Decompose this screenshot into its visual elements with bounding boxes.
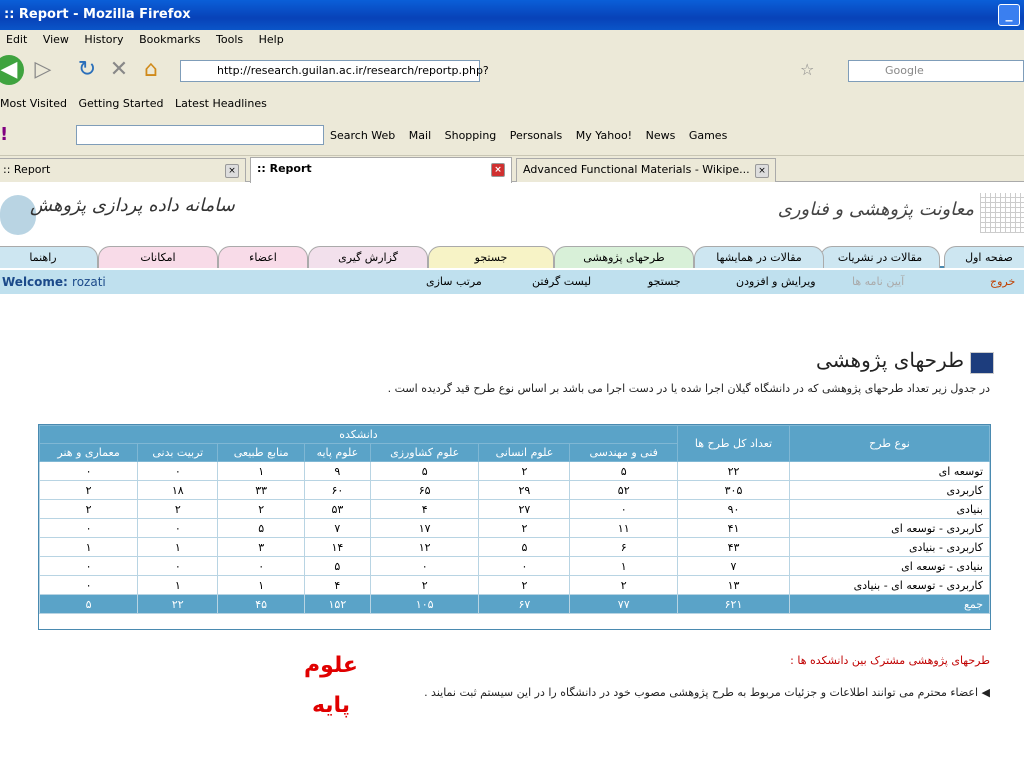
total-cell: ۱۰۵ [370, 595, 479, 614]
table-cell: ۱ [138, 538, 218, 557]
projects-table [38, 424, 991, 630]
table-cell: ۲ [479, 462, 570, 481]
menu-bar [0, 30, 1024, 50]
logo-right-icon [980, 193, 1024, 233]
nav-reports[interactable]: گزارش گیری [308, 246, 428, 268]
table-cell: ۳ [218, 538, 304, 557]
table-cell: ۴۳ [678, 538, 790, 557]
table-cell: ۰ [218, 557, 304, 576]
yahoo-logo-icon[interactable]: ! [0, 124, 9, 145]
intro-text: در جدول زیر تعداد طرحهای پژوهشی که در دانشگاه گیلان اجرا شده یا در دست اجرا می باشد بر اساس نوع طرح قید گردیده است . [387, 382, 990, 395]
edit-add-link[interactable]: ویرایش و افزودن [736, 275, 816, 288]
nav-help[interactable]: راهنما [0, 246, 98, 268]
table-cell: ۰ [138, 519, 218, 538]
nav-facilities[interactable]: امکانات [98, 246, 218, 268]
table-cell: ۰ [370, 557, 479, 576]
table-cell: ۶ [570, 538, 678, 557]
nav-home[interactable]: صفحه اول [944, 246, 1024, 268]
table-cell: ۴ [370, 500, 479, 519]
table-cell: ۲ [479, 576, 570, 595]
row-label: کاربردی - بنیادی [790, 538, 990, 557]
nav-search[interactable]: جستجو [428, 246, 554, 268]
sort-link[interactable]: مرتب سازی [426, 275, 482, 288]
table-cell: ۵ [304, 557, 370, 576]
table-cell: ۲ [40, 500, 138, 519]
header-total: تعداد کل طرح ها [678, 426, 790, 462]
menu-tools[interactable]: Tools [216, 33, 244, 46]
bookmark-most-visited[interactable]: Most Visited [0, 97, 67, 110]
yahoo-mail[interactable]: Mail [408, 129, 432, 142]
welcome-bar [0, 270, 1024, 294]
table-cell: ۱ [40, 538, 138, 557]
navigation-toolbar [0, 50, 1024, 92]
stop-button[interactable]: ✕ [109, 57, 129, 82]
table-cell: ۱۱ [570, 519, 678, 538]
note-text-content: اعضاء محترم می توانند اطلاعات و جزئیات مربوط به طرح پژوهشی مصوب خود در دانشگاه را در این سیستم ثبت نمایند . [424, 686, 979, 699]
forward-button[interactable]: ▷ [34, 57, 52, 82]
table-cell: ۵ [370, 462, 479, 481]
table-cell: ۵ [218, 519, 304, 538]
window-title: :: Report - Mozilla Firefox [4, 7, 191, 22]
nav-journal-articles[interactable]: مقالات در نشریات [820, 246, 940, 268]
row-label: کاربردی - توسعه ای [790, 519, 990, 538]
table-cell: ۱۸ [138, 481, 218, 500]
table-cell: ۴۱ [678, 519, 790, 538]
header-physical-education: تربیت بدنی [138, 444, 218, 462]
table-cell: ۰ [479, 557, 570, 576]
menu-view[interactable]: View [42, 33, 69, 46]
note-text: ◀ اعضاء محترم می توانند اطلاعات و جزئیات مربوط به طرح پژوهشی مصوب خود در دانشگاه را در این سیستم ثبت نمایند . [424, 686, 990, 699]
table-cell: ۰ [138, 462, 218, 481]
table-cell: ۹۰ [678, 500, 790, 519]
regulations-link[interactable]: آیین نامه ها [852, 275, 905, 288]
table-cell: ۱۲ [370, 538, 479, 557]
window-title-bar [0, 0, 1024, 30]
annotation-bottom: علوم پایه [304, 653, 358, 718]
total-cell: ۴۵ [218, 595, 304, 614]
row-label: بنیادی - توسعه ای [790, 557, 990, 576]
table-cell: ۲ [370, 576, 479, 595]
table-cell: ۰ [40, 576, 138, 595]
table-row [40, 481, 990, 500]
banner-right-title: معاونت پژوهشی و فناوری [777, 199, 974, 220]
logout-link[interactable]: خروج [990, 275, 1016, 288]
banner-left-title: سامانه داده پردازی پژوهش [30, 195, 235, 216]
total-row [40, 595, 990, 614]
table-cell: ۲ [40, 481, 138, 500]
home-button[interactable]: ⌂ [144, 57, 158, 82]
yahoo-search-web[interactable]: Search Web [330, 129, 396, 142]
header-architecture-art: معماری و هنر [40, 444, 138, 462]
table-cell: ۰ [40, 557, 138, 576]
table-cell: ۰ [138, 557, 218, 576]
menu-edit[interactable]: Edit [6, 33, 28, 46]
back-button[interactable]: ◀ [0, 55, 24, 85]
nav-research-projects[interactable]: طرحهای پژوهشی [554, 246, 694, 268]
table-cell: ۵۳ [304, 500, 370, 519]
row-label: کاربردی - توسعه ای - بنیادی [790, 576, 990, 595]
listing-link[interactable]: لیست گرفتن [532, 275, 592, 288]
table-cell: ۳۳ [218, 481, 304, 500]
total-cell: ۱۵۲ [304, 595, 370, 614]
yahoo-shopping[interactable]: Shopping [444, 129, 497, 142]
table-cell: ۷ [304, 519, 370, 538]
table-cell: ۰ [40, 519, 138, 538]
header-basic-sciences: علوم پایه [304, 444, 370, 462]
close-icon[interactable]: × [225, 164, 239, 178]
search-input[interactable]: Google [848, 60, 1024, 82]
table-cell: ۱۴ [304, 538, 370, 557]
yahoo-search-input[interactable] [76, 125, 324, 145]
total-cell: ۵ [40, 595, 138, 614]
table-row [40, 576, 990, 595]
total-cell: ۶۷ [479, 595, 570, 614]
tab-report-1[interactable] [0, 158, 246, 182]
table-cell: ۱ [218, 462, 304, 481]
welcome-text [2, 270, 106, 294]
table-cell: ۱۳ [678, 576, 790, 595]
table-cell: ۷ [678, 557, 790, 576]
table-cell: ۱ [570, 557, 678, 576]
yahoo-personals[interactable]: Personals [509, 129, 563, 142]
yahoo-news[interactable]: News [645, 129, 676, 142]
close-icon[interactable]: × [491, 163, 505, 177]
table-cell: ۲ [570, 576, 678, 595]
table-cell: ۵ [570, 462, 678, 481]
nav-members[interactable]: اعضاء [218, 246, 308, 268]
total-cell: ۶۲۱ [678, 595, 790, 614]
page-title: طرحهای پژوهشی [816, 348, 964, 372]
nav-conference-articles[interactable]: مقالات در همایشها [694, 246, 824, 268]
bookmark-getting-started[interactable]: Getting Started [78, 97, 164, 110]
table-row [40, 538, 990, 557]
row-label: توسعه ای [790, 462, 990, 481]
yahoo-games[interactable]: Games [688, 129, 728, 142]
menu-help[interactable]: Help [258, 33, 284, 46]
table-cell: ۵۲ [570, 481, 678, 500]
header-engineering: فنی و مهندسی [570, 444, 678, 462]
tab-report-2[interactable] [250, 157, 512, 183]
welcome-user: rozati [72, 275, 106, 289]
table-cell: ۲۲ [678, 462, 790, 481]
table-cell: ۴ [304, 576, 370, 595]
header-project-type: نوع طرح [790, 426, 990, 462]
chart-icon [970, 352, 994, 374]
table-cell: ۹ [304, 462, 370, 481]
header-humanities: علوم انسانی [479, 444, 570, 462]
table-cell: ۱ [218, 576, 304, 595]
table-cell: ۱ [138, 576, 218, 595]
table-cell: ۶۰ [304, 481, 370, 500]
table-cell: ۲۷ [479, 500, 570, 519]
table-row [40, 500, 990, 519]
site-banner [0, 183, 1024, 243]
search-link[interactable]: جستجو [648, 275, 681, 288]
menu-bookmarks[interactable]: Bookmarks [139, 33, 201, 46]
url-bar[interactable]: http://research.guilan.ac.ir/research/reportp.php? [180, 60, 480, 82]
tab-label: Advanced Functional Materials - Wikipe... [523, 163, 750, 176]
menu-history[interactable]: History [84, 33, 124, 46]
table-cell: ۲ [138, 500, 218, 519]
shared-projects-label: طرحهای پژوهشی مشترک بین دانشکده ها : [790, 654, 990, 667]
table-cell: ۰ [570, 500, 678, 519]
tab-wikipedia[interactable] [516, 158, 776, 182]
header-faculty-group: دانشکده [40, 426, 678, 444]
site-nav [0, 243, 1024, 268]
table-cell: ۵ [479, 538, 570, 557]
star-icon[interactable]: ☆ [800, 60, 815, 79]
tab-strip [0, 156, 1024, 182]
table-cell: ۲۹ [479, 481, 570, 500]
header-natural-resources: منابع طبیعی [218, 444, 304, 462]
minimize-button[interactable]: _ [998, 4, 1020, 26]
header-agriculture: علوم کشاورزی [370, 444, 479, 462]
reload-button[interactable]: ↻ [77, 57, 97, 82]
table-cell: ۰ [40, 462, 138, 481]
table-row [40, 462, 990, 481]
bookmark-latest-headlines[interactable]: Latest Headlines [175, 97, 267, 110]
yahoo-toolbar [0, 116, 1024, 156]
close-icon[interactable]: × [755, 164, 769, 178]
table-cell: ۲ [218, 500, 304, 519]
row-label: بنیادی [790, 500, 990, 519]
table-row [40, 557, 990, 576]
table-cell: ۱۷ [370, 519, 479, 538]
tab-label: :: Report [257, 162, 312, 175]
table-cell: ۳۰۵ [678, 481, 790, 500]
bookmarks-bar [0, 92, 1024, 116]
total-cell: ۲۲ [138, 595, 218, 614]
tab-label: :: Report [3, 163, 51, 176]
main-content [0, 294, 1024, 768]
table-cell: ۲ [479, 519, 570, 538]
welcome-label: Welcome: [2, 275, 68, 289]
table-cell: ۶۵ [370, 481, 479, 500]
total-label: جمع [790, 595, 990, 614]
table-row [40, 519, 990, 538]
total-cell: ۷۷ [570, 595, 678, 614]
yahoo-my-yahoo[interactable]: My Yahoo! [575, 129, 633, 142]
row-label: کاربردی [790, 481, 990, 500]
